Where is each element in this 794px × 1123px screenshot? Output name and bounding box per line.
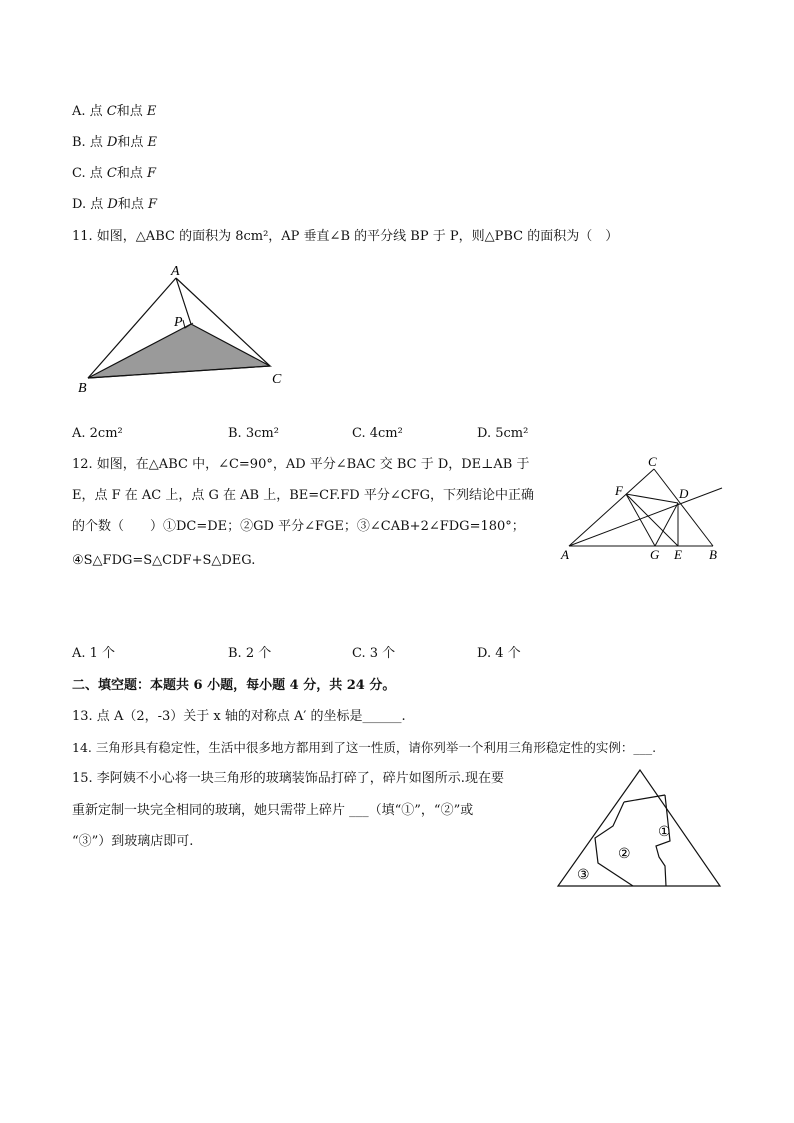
q15-label-2: ② — [618, 847, 631, 862]
section-2-heading: 二、填空题：本题共 6 小题，每小题 4 分，共 24 分。 — [72, 678, 396, 693]
q15-label-3: ③ — [577, 868, 590, 883]
q11-option-a: A. 2cm² — [72, 426, 123, 441]
q14-text: 14. 三角形具有稳定性，生活中很多地方都用到了这一性质，请你列举一个利用三角形稳定性的实例：___. — [72, 740, 657, 755]
q12-label-g: G — [650, 547, 660, 562]
q12-line-2: E，点 F 在 AC 上，点 G 在 AB 上，BE=CF.FD 平分∠CFG，下列结论中正确 — [72, 488, 535, 503]
q12-option-b: B. 2 个 — [228, 646, 272, 661]
q12-label-d: D — [679, 486, 689, 501]
q12-line-4: ④S△FDG=S△CDF+S△DEG. — [72, 553, 256, 568]
q10-option-a: A. 点 C和点 E — [72, 104, 157, 119]
q11-option-b: B. 3cm² — [228, 426, 279, 441]
q15-line-3: “③”）到玻璃店即可. — [72, 834, 194, 849]
q11-label-c: C — [272, 372, 282, 387]
q11-figure — [72, 262, 302, 392]
q12-option-c: C. 3 个 — [352, 646, 396, 661]
q10-option-b: B. 点 D和点 E — [72, 135, 158, 150]
q10-option-c: C. 点 C和点 F — [72, 166, 157, 181]
q12-label-b: B — [709, 547, 717, 562]
q11-label-b: B — [78, 381, 87, 392]
q15-line-1: 15. 李阿姨不小心将一块三角形的玻璃装饰品打碎了，碎片如图所示.现在要 — [72, 771, 504, 786]
q13-text: 13. 点 A（2，-3）关于 x 轴的对称点 A′ 的坐标是______. — [72, 709, 406, 724]
q12-label-f: F — [615, 483, 623, 498]
q11-label-p: P — [174, 315, 183, 330]
q12-figure — [558, 455, 733, 565]
q12-label-a: A — [561, 547, 569, 562]
q12-option-d: D. 4 个 — [477, 646, 521, 661]
q10-option-d: D. 点 D和点 F — [72, 197, 157, 212]
q15-label-1: ① — [658, 825, 671, 840]
q12-line-3: 的个数（ ）①DC=DE；②GD 平分∠FGE；③∠CAB+2∠FDG=180°； — [72, 519, 525, 534]
q12-option-a: A. 1 个 — [72, 646, 116, 661]
q15-figure — [555, 765, 725, 890]
q15-line-2: 重新定制一块完全相同的玻璃，她只需带上碎片 ___（填“①”，“②”或 — [72, 803, 474, 818]
q12-label-c: C — [648, 455, 657, 469]
q11-option-c: C. 4cm² — [352, 426, 403, 441]
q12-line-1: 12. 如图，在△ABC 中，∠C=90°，AD 平分∠BAC 交 BC 于 D，DE⊥AB 于 — [72, 457, 530, 472]
q11-text: 11. 如图，△ABC 的面积为 8cm²，AP 垂直∠B 的平分线 BP 于 P，则△PBC 的面积为（ ） — [72, 229, 619, 244]
q12-label-e: E — [674, 547, 682, 562]
q11-shaded-triangle-pbc — [88, 324, 270, 378]
q11-label-a: A — [171, 264, 180, 279]
q11-option-d: D. 5cm² — [477, 426, 529, 441]
